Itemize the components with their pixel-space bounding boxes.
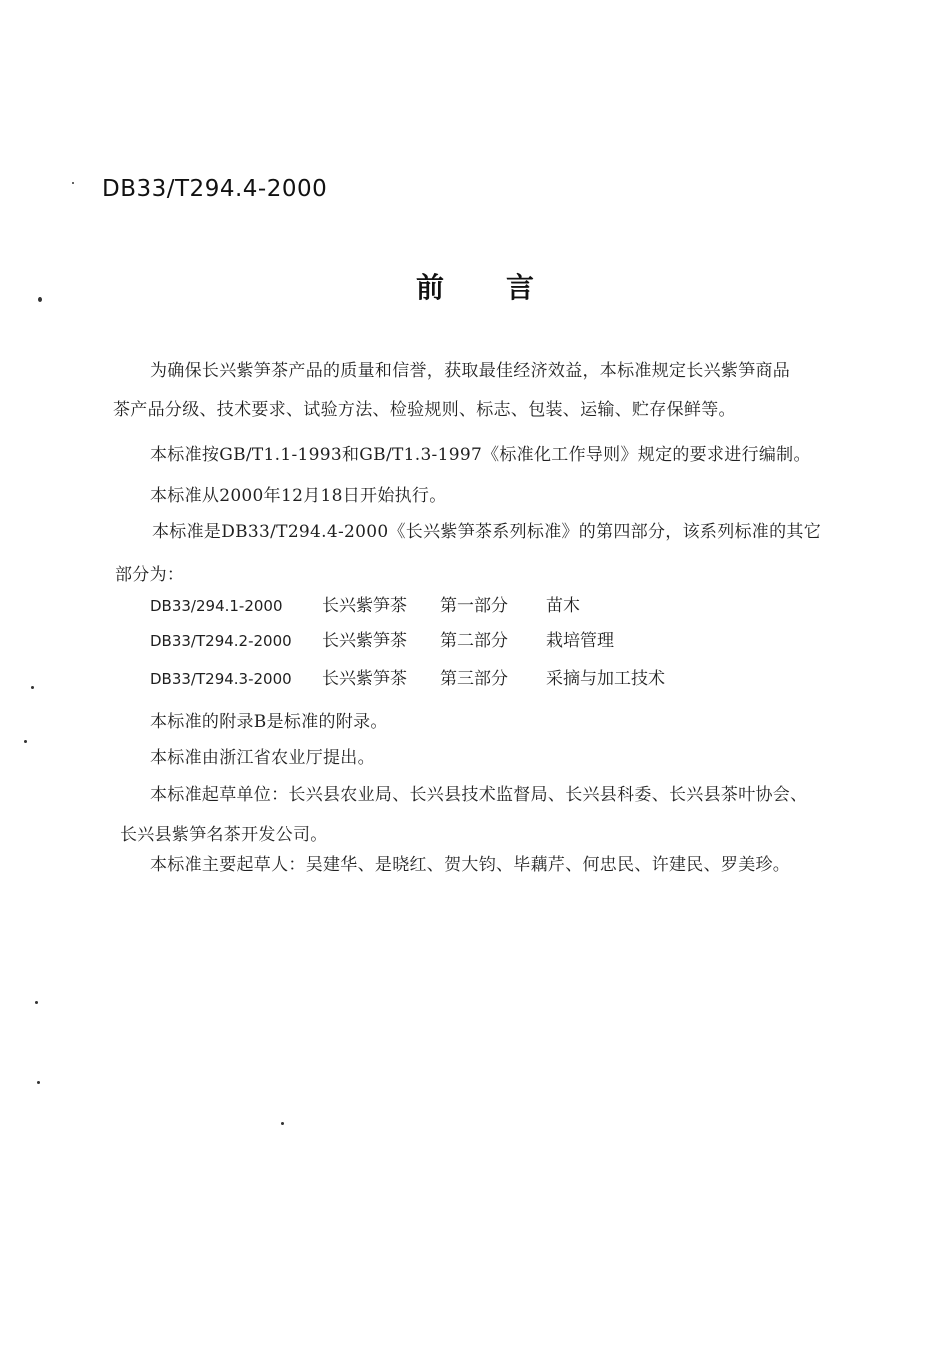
- scan-speck: [24, 740, 27, 743]
- reference-code: DB33/T294.3-2000: [150, 670, 292, 688]
- reference-title: 采摘与加工技术: [546, 669, 665, 689]
- reference-item: [150, 591, 580, 616]
- paragraph-line: 茶产品分级、技术要求、试验方法、检验规则、标志、包装、运输、贮存保鲜等。: [113, 400, 736, 420]
- paragraph-line: 部分为：: [115, 565, 185, 585]
- reference-code: DB33/294.1-2000: [150, 597, 283, 615]
- scan-speck: [35, 1001, 38, 1004]
- reference-part: 第二部分: [440, 631, 508, 651]
- document-code: DB33/T294.4-2000: [102, 176, 328, 202]
- paragraph-line: 为确保长兴紫笋茶产品的质量和信誉，获取最佳经济效益，本标准规定长兴紫笋商品: [150, 361, 791, 381]
- reference-name: 长兴紫笋茶: [322, 631, 407, 651]
- reference-name: 长兴紫笋茶: [322, 596, 407, 616]
- paragraph-line: 本标准从2000年12月18日开始执行。: [150, 486, 447, 506]
- reference-item: [150, 664, 665, 689]
- reference-part: 第一部分: [440, 596, 508, 616]
- paragraph-line: 本标准按GB/T1.1-1993和GB/T1.3-1997《标准化工作导则》规定的要求进行编制。: [150, 445, 811, 465]
- closing-line: 长兴县紫笋名茶开发公司。: [120, 825, 328, 845]
- scan-speck: [37, 1081, 40, 1084]
- closing-line: 本标准主要起草人：吴建华、是晓红、贺大钧、毕藕芹、何忠民、许建民、罗美珍。: [150, 855, 791, 875]
- closing-line: 本标准起草单位：长兴县农业局、长兴县技术监督局、长兴县科委、长兴县茶叶协会、: [150, 785, 808, 805]
- reference-part: 第三部分: [440, 669, 508, 689]
- reference-title: 栽培管理: [546, 631, 614, 651]
- scan-speck: [31, 686, 34, 689]
- scan-speck: [38, 297, 42, 302]
- scan-speck: [281, 1122, 284, 1125]
- reference-title: 苗木: [546, 596, 580, 616]
- section-heading: 前言: [415, 271, 596, 304]
- reference-code: DB33/T294.2-2000: [150, 632, 292, 650]
- reference-name: 长兴紫笋茶: [322, 669, 407, 689]
- scan-speck: [72, 182, 74, 184]
- reference-item: [150, 626, 614, 651]
- closing-line: 本标准由浙江省农业厅提出。: [150, 748, 375, 768]
- closing-line: 本标准的附录B是标准的附录。: [150, 712, 388, 732]
- paragraph-line: 本标准是DB33/T294.4-2000《长兴紫笋茶系列标准》的第四部分，该系列标准的其它: [152, 522, 821, 542]
